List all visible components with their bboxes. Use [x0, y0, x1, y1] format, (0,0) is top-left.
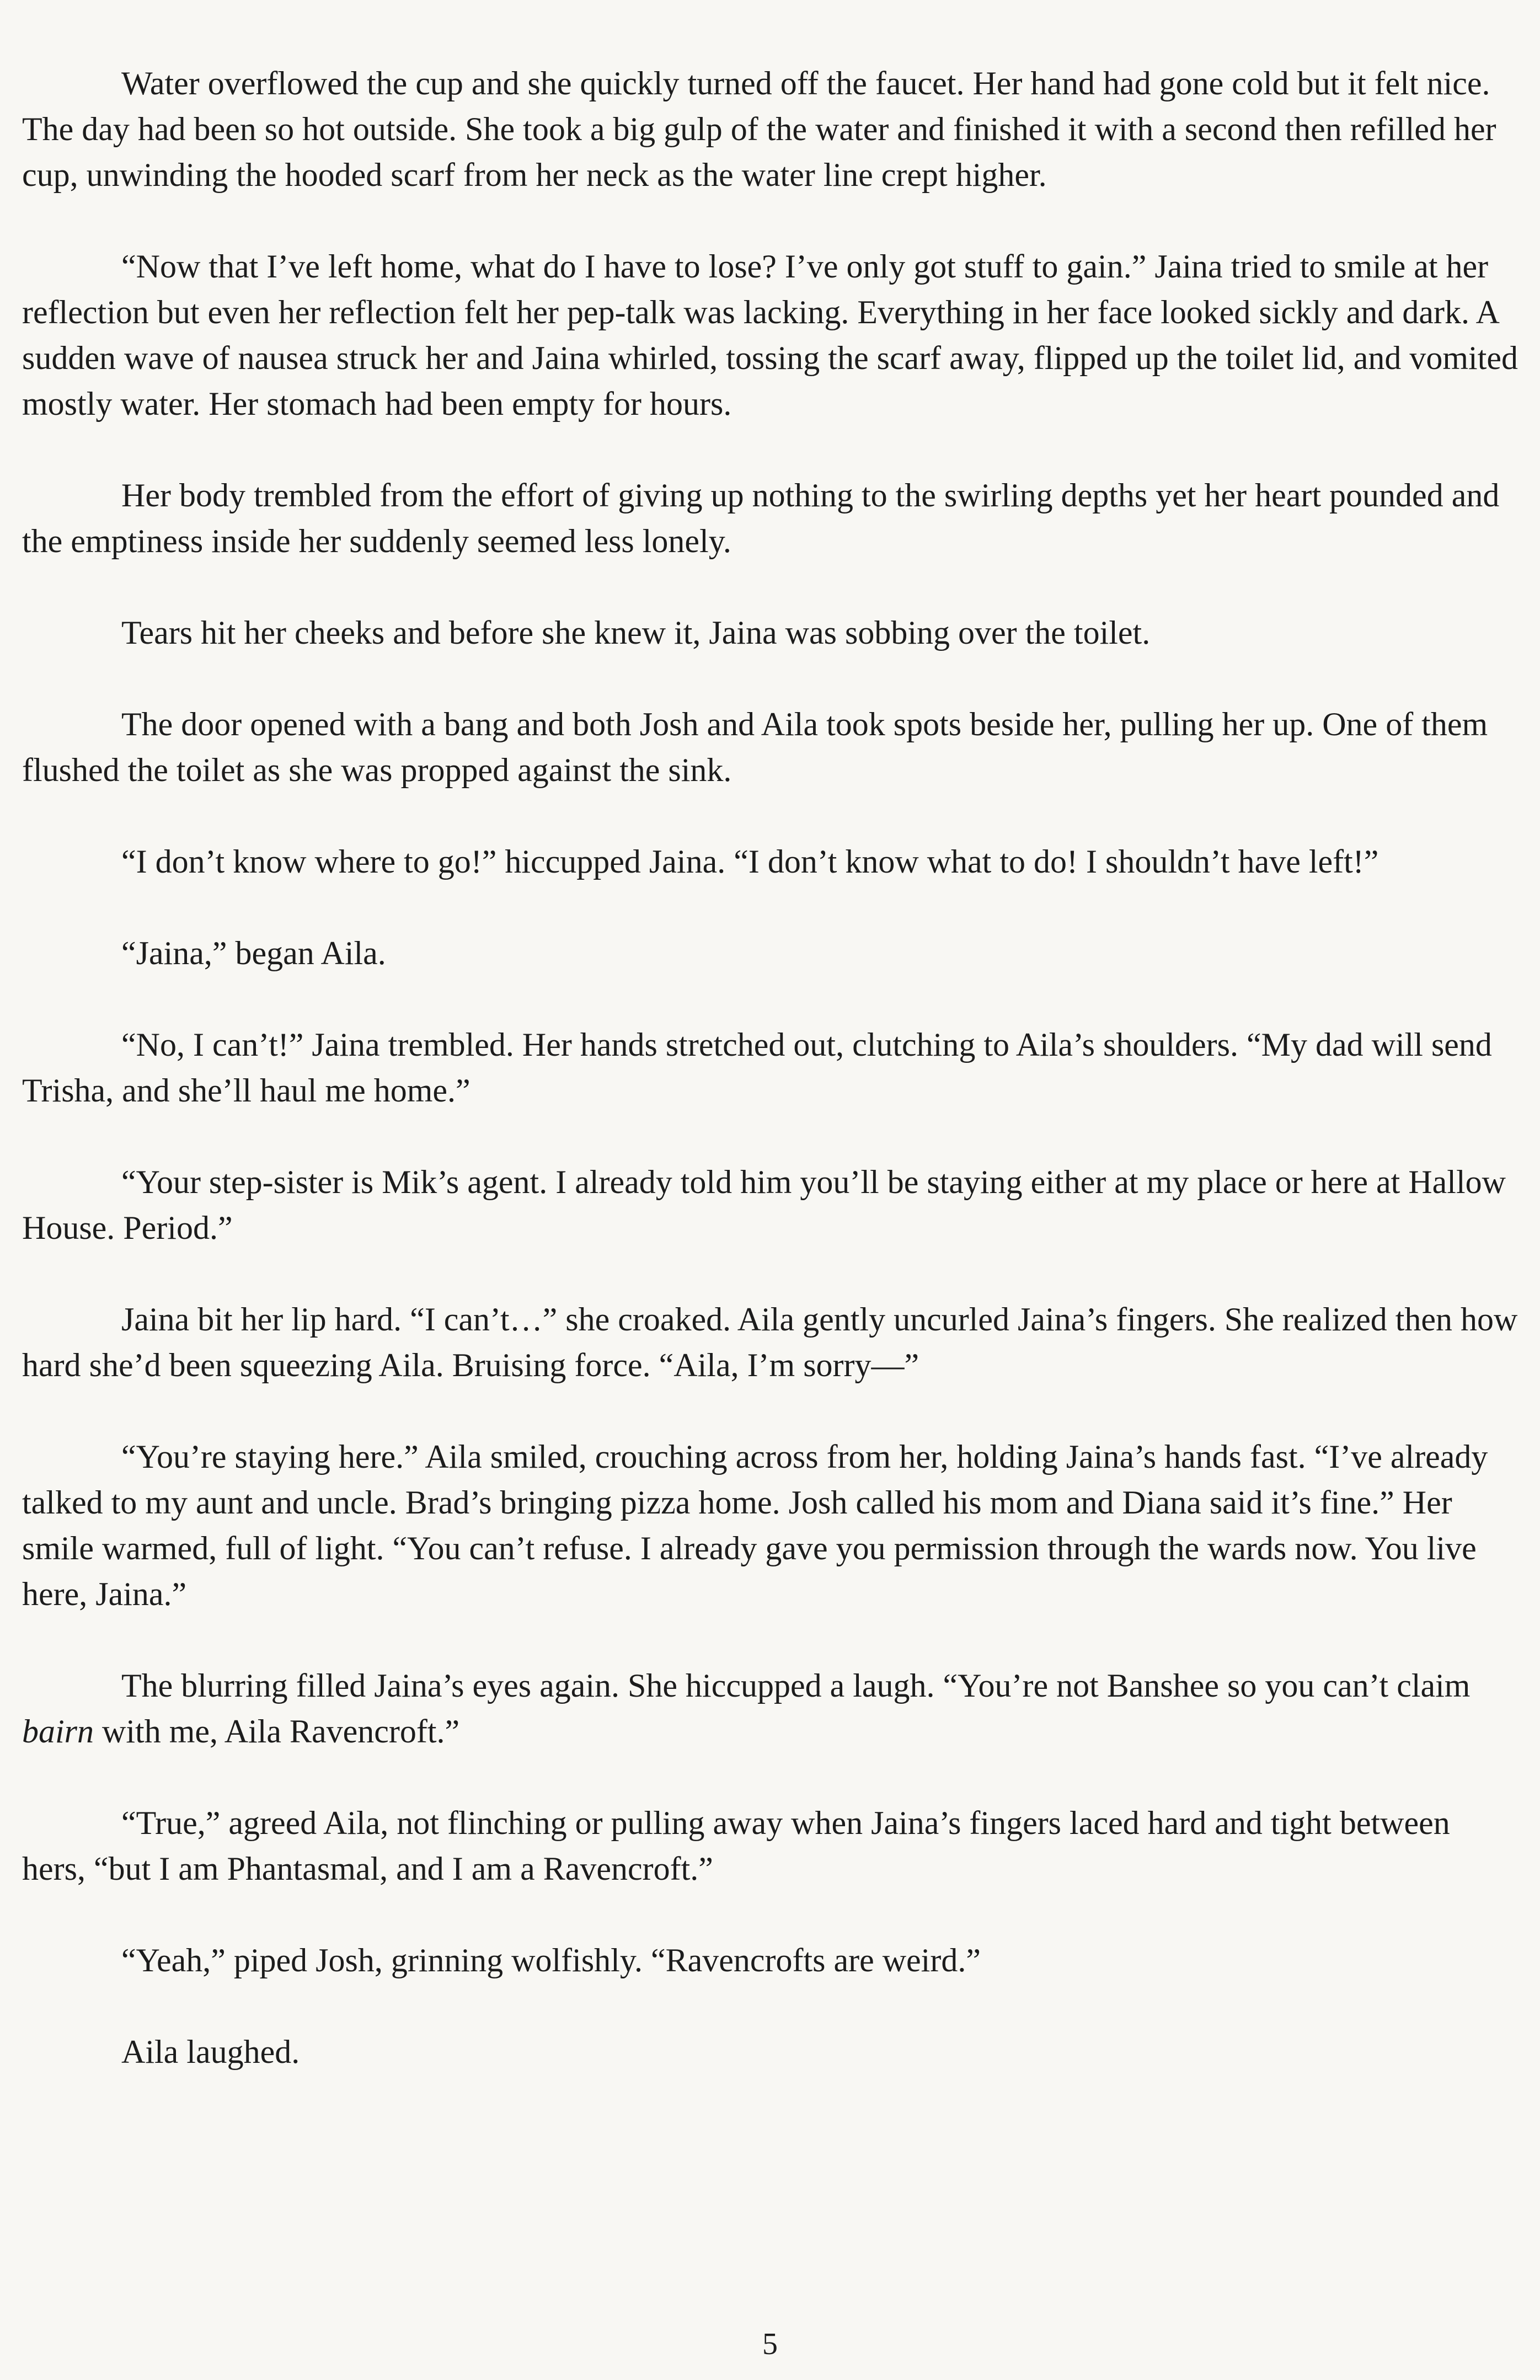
paragraph: “I don’t know where to go!” hiccupped Jaina. “I don’t know what to do! I shouldn’t have left!”	[121, 843, 1379, 880]
page-number: 5	[762, 2327, 778, 2361]
paragraph: Aila laughed.	[121, 2034, 300, 2070]
paragraph: Water overflowed the cup and she quickly turned off the faucet. Her hand had gone cold but it felt nice. The day had been so hot outside. She took a big gulp of the water and finished it with a second then refilled her cup, unwinding the hooded scarf from her neck as the water line crept higher.	[22, 65, 1496, 193]
paragraph: The door opened with a bang and both Josh and Aila took spots beside her, pulling her up. One of them flushed the toilet as she was propped against the sink.	[22, 706, 1488, 788]
paragraph: “Yeah,” piped Josh, grinning wolfishly. “Ravencrofts are weird.”	[121, 1942, 981, 1978]
paragraph: “Jaina,” began Aila.	[121, 935, 386, 971]
paragraph: “True,” agreed Aila, not flinching or pulling away when Jaina’s fingers laced hard and tight between hers, “but I am Phantasmal, and I am a Ravencroft.”	[22, 1805, 1450, 1887]
paragraph: Tears hit her cheeks and before she knew it, Jaina was sobbing over the toilet.	[121, 614, 1151, 651]
paragraph: “You’re staying here.” Aila smiled, crouching across from her, holding Jaina’s hands fast. “I’ve already talked to my aunt and uncle. Brad’s bringing pizza home. Josh called his mom and Diana said it’s fine.” Her smile warmed, full of light. “You can’t refuse. I already gave you permission through the wards now. You live here, Jaina.”	[22, 1438, 1488, 1612]
italic-word: bairn	[22, 1713, 94, 1750]
paragraph: Jaina bit her lip hard. “I can’t…” she croaked. Aila gently uncurled Jaina’s fingers. She realized then how hard she’d been squeezing Aila. Bruising force. “Aila, I’m sorry—”	[22, 1301, 1518, 1383]
paragraph: “Your step-sister is Mik’s agent. I already told him you’ll be staying either at my place or here at Hallow House. Period.”	[22, 1164, 1506, 1246]
paragraph: The blurring filled Jaina’s eyes again. She hiccupped a laugh. “You’re not Banshee so you can’t claim bairn with me, Aila Ravencroft.”	[22, 1667, 1471, 1750]
paragraph: “Now that I’ve left home, what do I have to lose? I’ve only got stuff to gain.” Jaina tried to smile at her reflection but even her reflection felt her pep-talk was lacking. Everything in her face looked sickly and dark. A sudden wave of nausea struck her and Jaina whirled, tossing the scarf away, flipped up the toilet lid, and vomited mostly water. Her stomach had been empty for hours.	[22, 248, 1518, 422]
paragraph: “No, I can’t!” Jaina trembled. Her hands stretched out, clutching to Aila’s shoulders. “My dad will send Trisha, and she’ll haul me home.”	[22, 1026, 1492, 1109]
page-body-text	[22, 61, 1518, 2075]
paragraph: Her body trembled from the effort of giving up nothing to the swirling depths yet her heart pounded and the emptiness inside her suddenly seemed less lonely.	[22, 477, 1500, 559]
